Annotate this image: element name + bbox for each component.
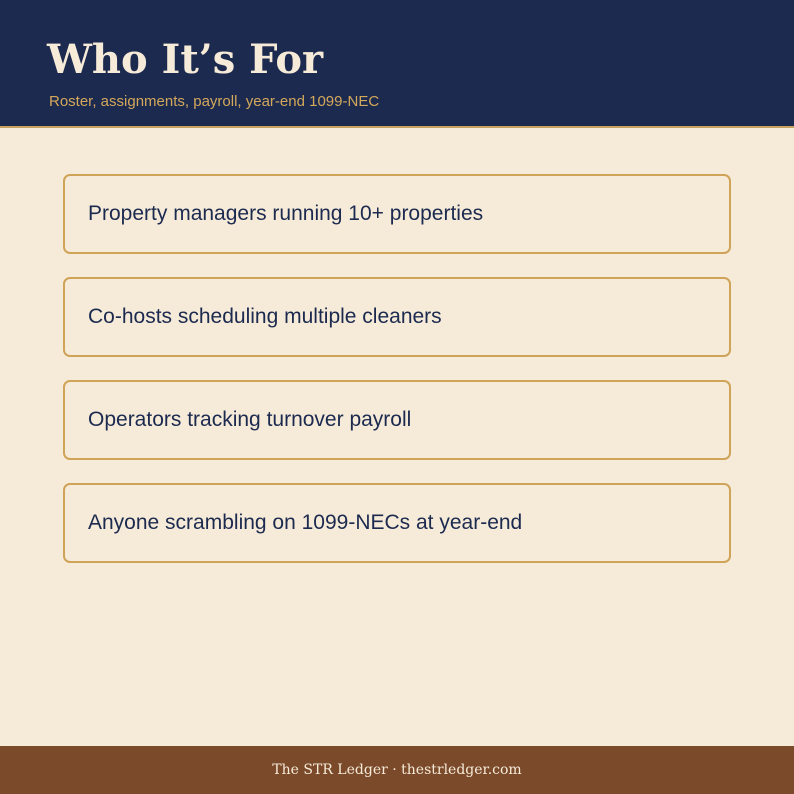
footer-bar [0,746,794,794]
audience-card [63,380,731,460]
page-title: Who It’s For [47,36,324,83]
audience-card [63,277,731,357]
audience-card-text: Co-hosts scheduling multiple cleaners [88,305,442,328]
audience-card [63,483,731,563]
audience-card [63,174,731,254]
audience-card-text: Property managers running 10+ properties [88,202,484,225]
audience-list [63,174,731,586]
page-subtitle: Roster, assignments, payroll, year-end 1099-NEC [49,93,380,110]
footer-credit: The STR Ledger · thestrledger.com [272,762,522,778]
header-banner [0,0,794,128]
audience-card-text: Operators tracking turnover payroll [88,408,412,431]
audience-card-text: Anyone scrambling on 1099-NECs at year-end [88,511,523,534]
